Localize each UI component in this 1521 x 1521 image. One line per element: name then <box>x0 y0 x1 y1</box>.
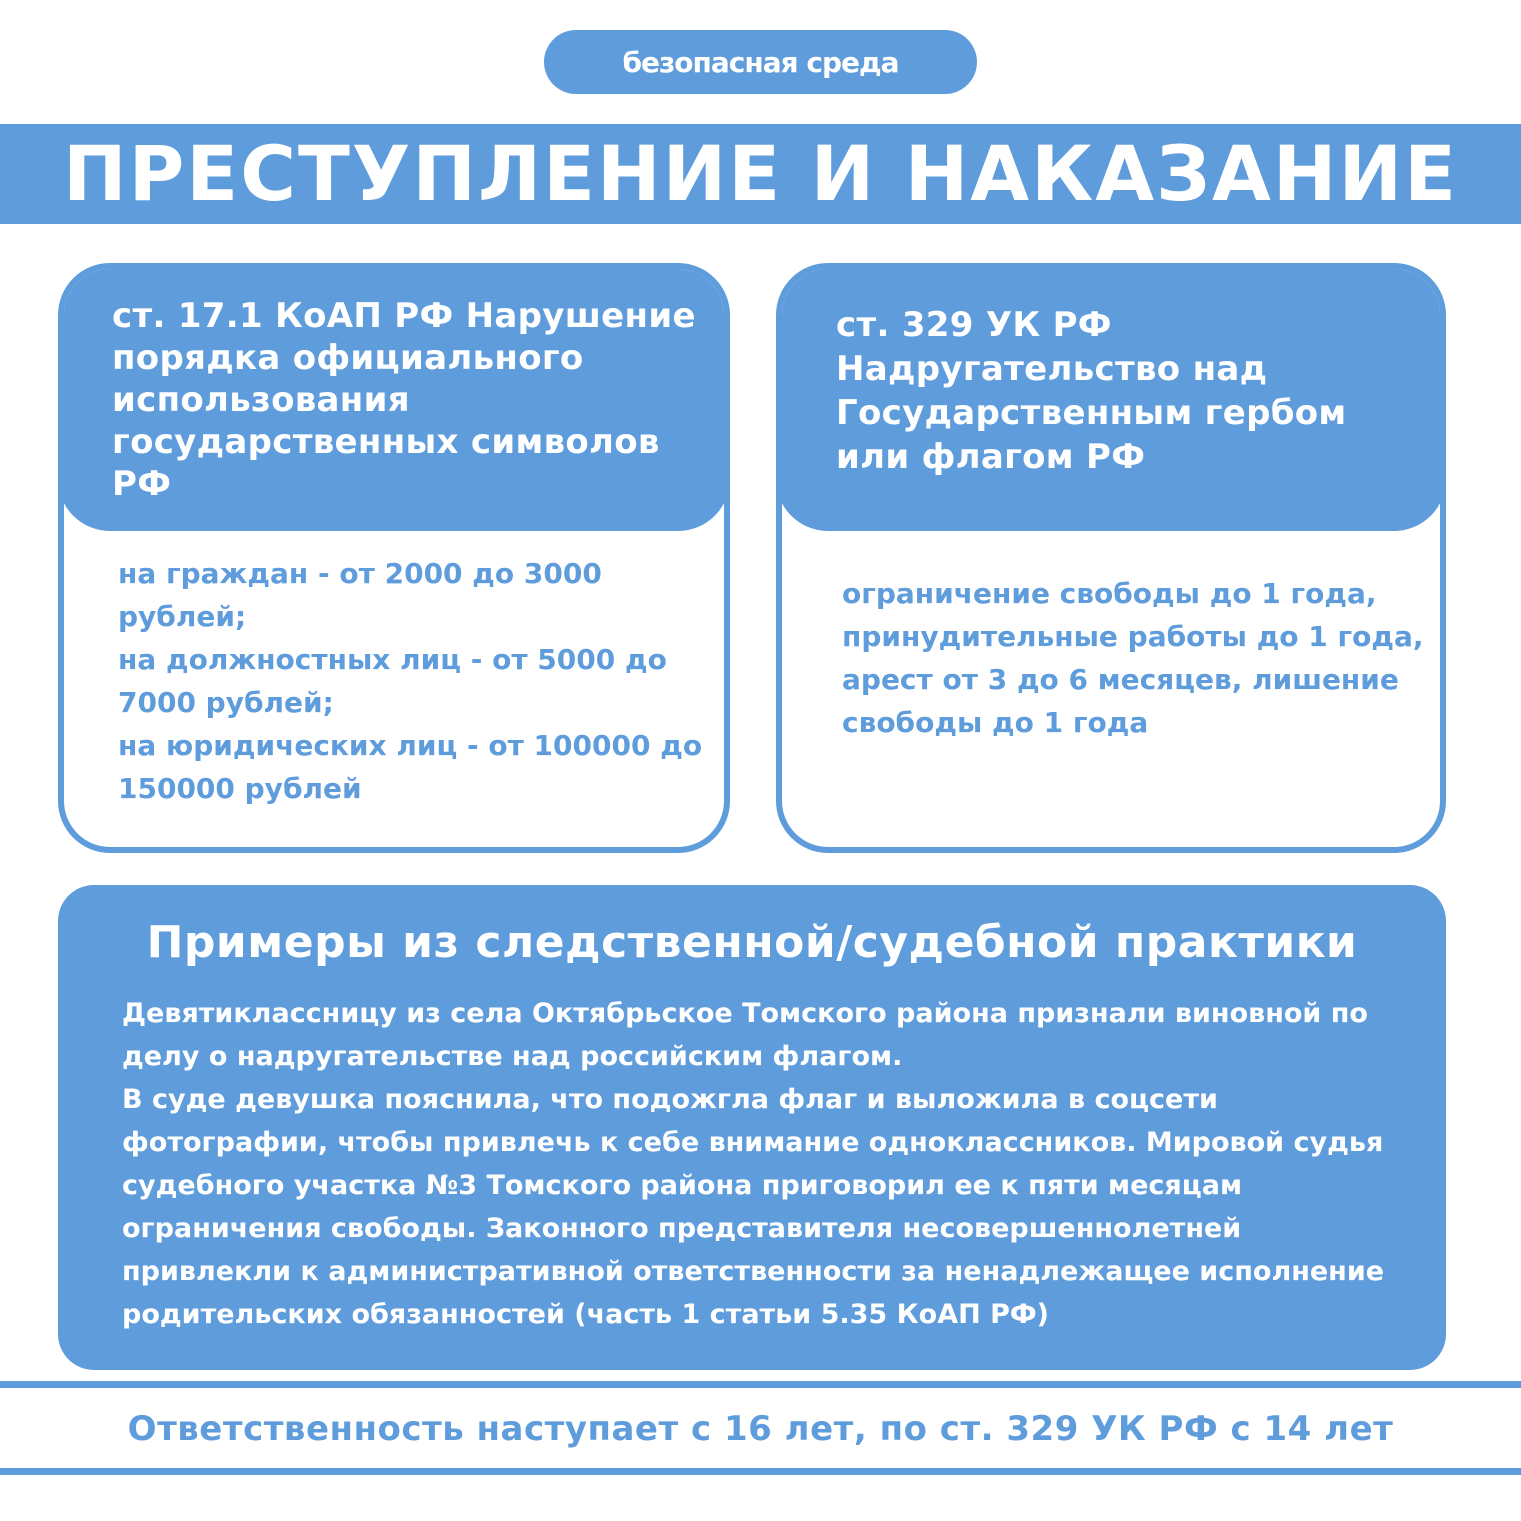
article-card-penalties <box>118 552 718 810</box>
title-banner <box>0 124 1521 224</box>
case-paragraph: В суде девушка пояснила, что подожгла флаг и выложила в соцсети фотографии, чтобы привлечь к себе внимание одноклассников. Мировой судья судебного участка №3 Томского района приговорил ее к пяти месяцам ограничения свободы. Законного представителя несовершеннолетней привлекли к административной ответственности за ненадлежащее исполнение родительских обязанностей (часть 1 статьи 5.35 КоАП РФ) <box>122 1084 1385 1330</box>
article-card-koap <box>58 263 730 853</box>
footer-note: Ответственность наступает с 16 лет, по ст. 329 УК РФ с 14 лет <box>127 1409 1394 1449</box>
case-paragraph: Девятиклассницу из села Октябрьское Томского района признали виновной по делу о надругательстве над российским флагом. <box>122 998 1368 1072</box>
brand-badge-label: безопасная среда <box>622 45 899 79</box>
article-card-heading: ст. 329 УК РФ Надругательство над Государственным гербом или флагом РФ <box>836 305 1347 477</box>
article-card-header <box>58 263 730 531</box>
penalty-line: на юридических лиц - от 100000 до 150000 рублей <box>118 729 703 805</box>
brand-badge <box>544 30 977 94</box>
footer-divider-bottom <box>0 1468 1521 1475</box>
case-examples-title: Примеры из следственной/судебной практики <box>146 917 1358 968</box>
page-title: ПРЕСТУПЛЕНИЕ И НАКАЗАНИЕ <box>62 129 1459 218</box>
penalty-line: на граждан - от 2000 до 3000 рублей; <box>118 557 602 633</box>
article-card-heading: ст. 17.1 КоАП РФ Нарушение порядка официального использования государственных символов РФ <box>112 296 696 504</box>
footer-divider-top <box>0 1381 1521 1388</box>
article-card-header <box>776 263 1446 531</box>
article-card-penalties <box>842 572 1432 744</box>
penalty-line: ограничение свободы до 1 года, принудительные работы до 1 года, арест от 3 до 6 месяцев, лишение свободы до 1 года <box>842 577 1424 739</box>
article-card-uk <box>776 263 1446 853</box>
case-examples-text <box>122 992 1412 1336</box>
case-examples-panel <box>58 885 1446 1370</box>
penalty-line: на должностных лиц - от 5000 до 7000 рублей; <box>118 643 667 719</box>
